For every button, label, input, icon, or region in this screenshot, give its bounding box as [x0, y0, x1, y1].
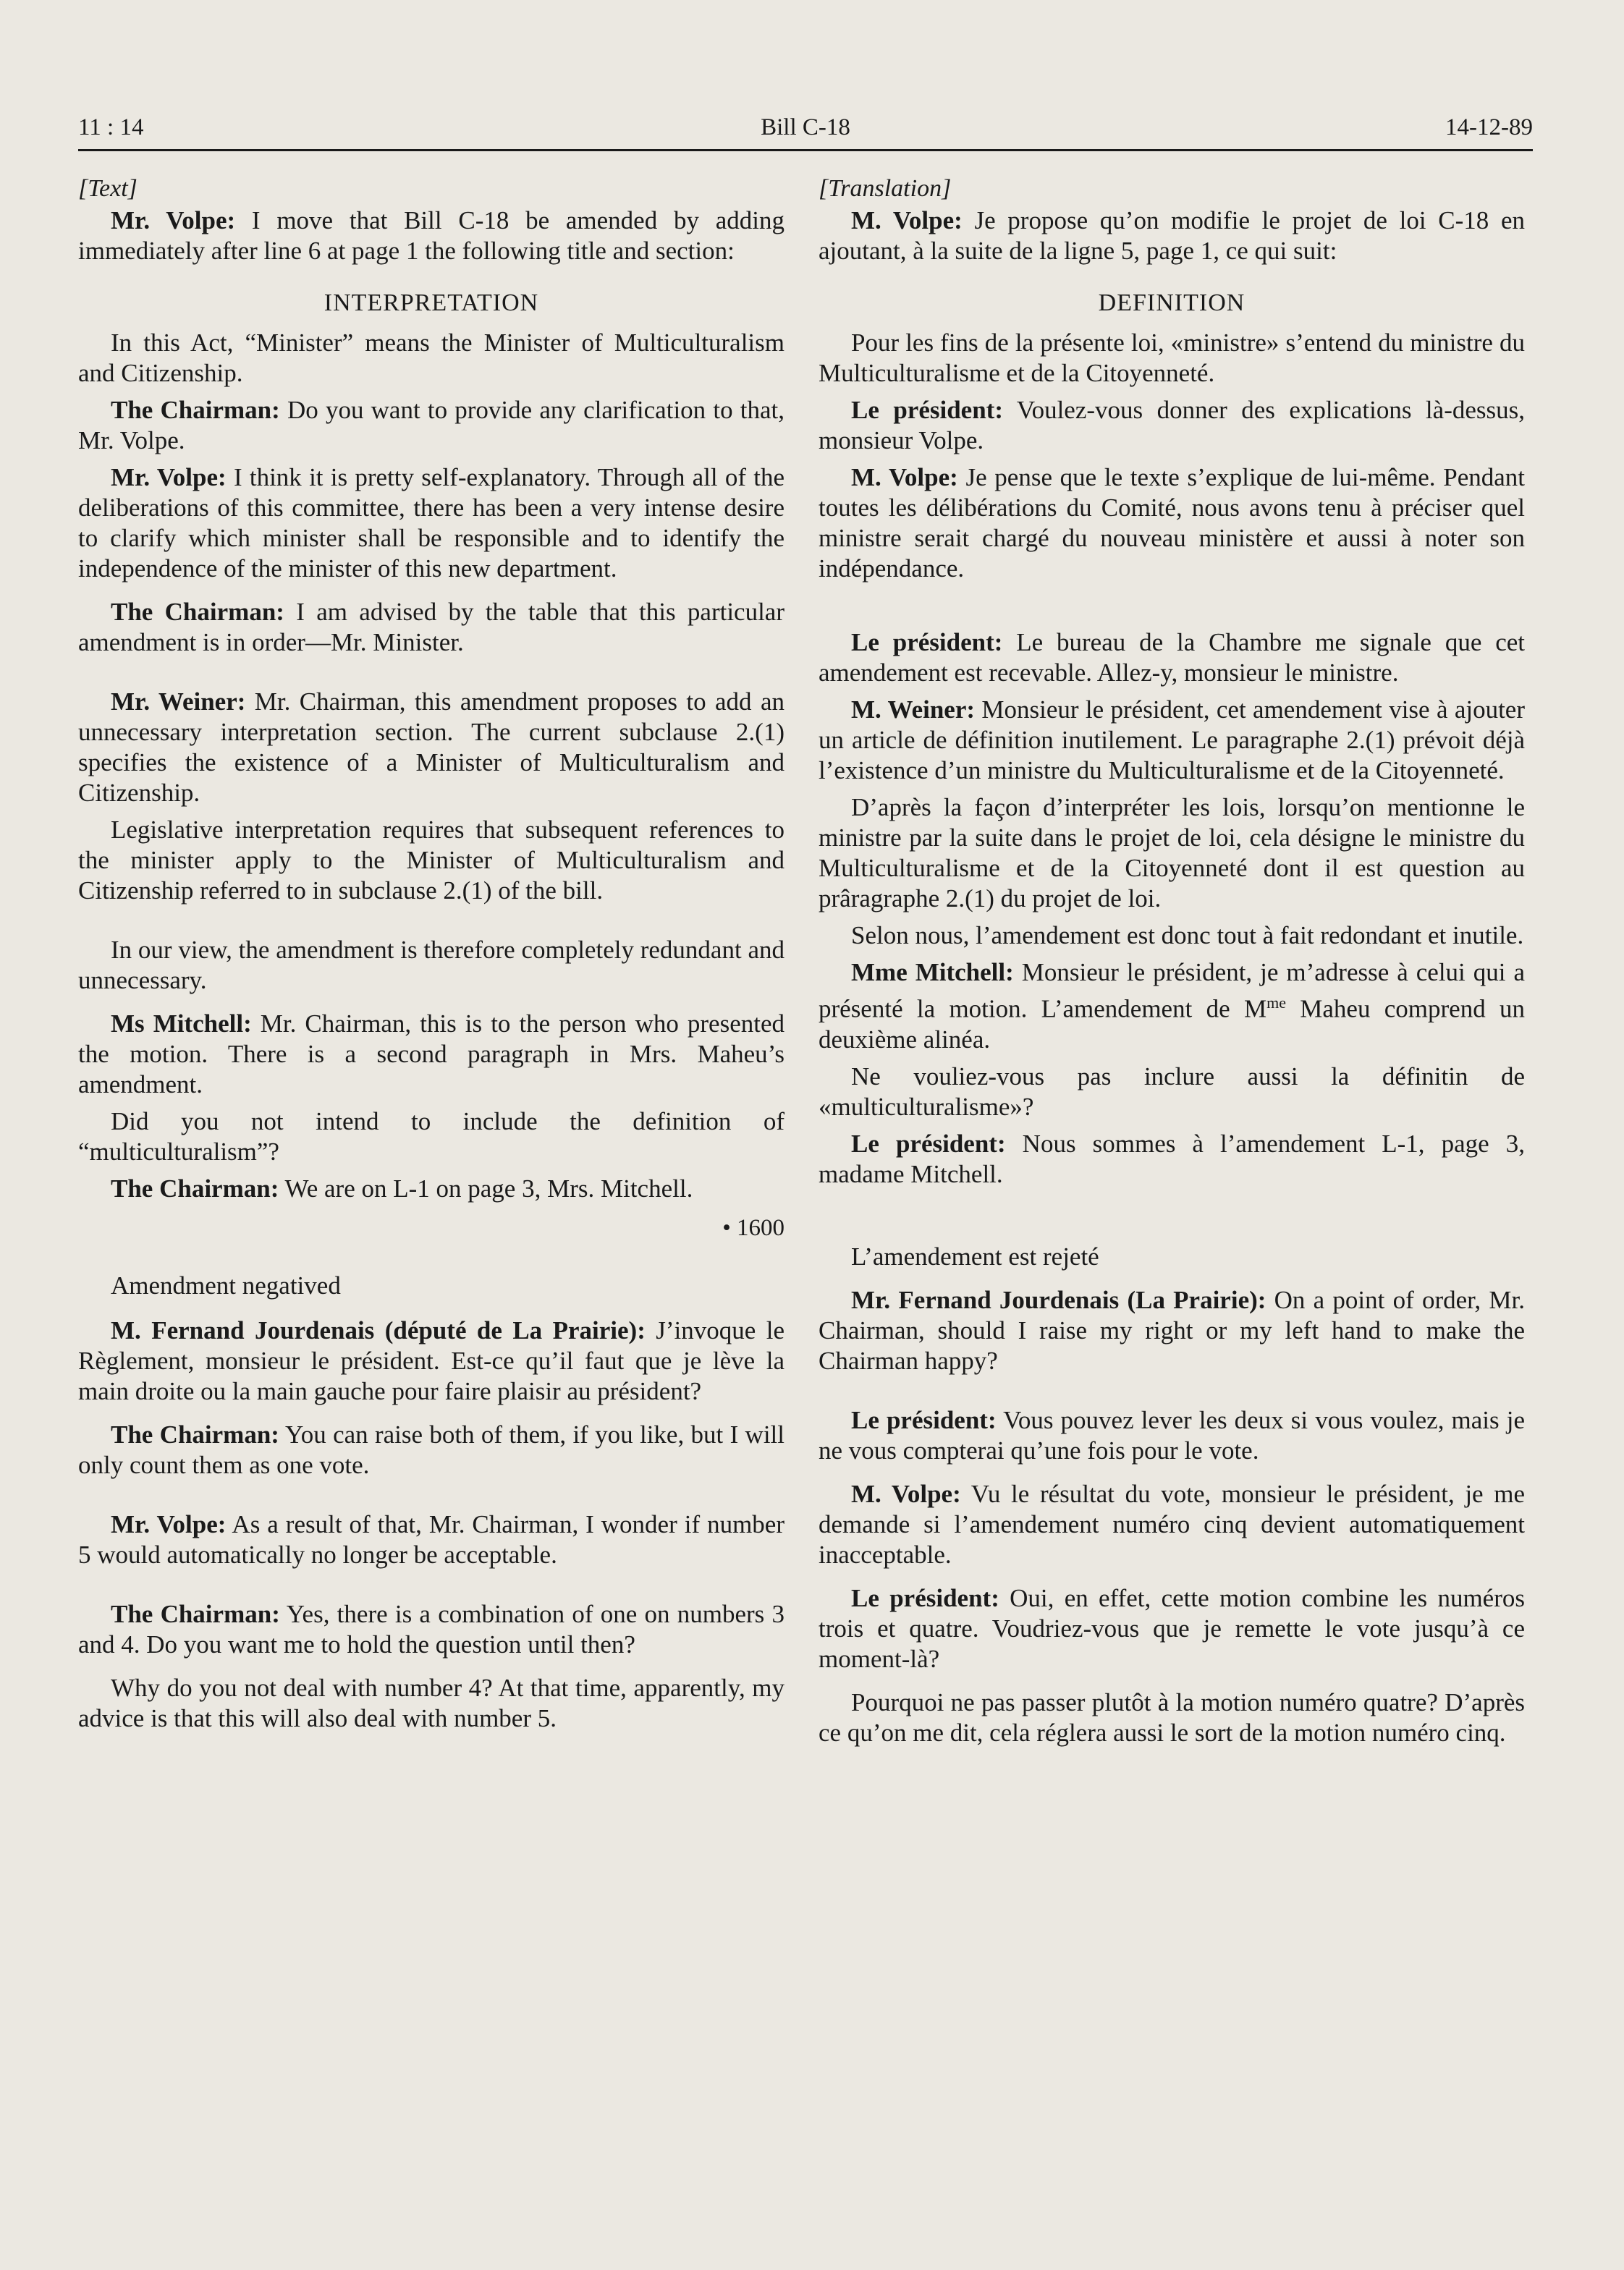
- text-label: [Text]: [78, 175, 138, 202]
- paragraph: [819, 627, 1525, 688]
- english-column: [78, 174, 784, 1734]
- speaker: Mr. Volpe:: [111, 1510, 227, 1538]
- speaker: The Chairman:: [111, 598, 284, 626]
- paragraph: Did you not intend to include the definition of “multiculturalism”?: [78, 1107, 784, 1166]
- paragraph: [819, 462, 1525, 584]
- paragraph: [819, 957, 1525, 1055]
- speech: Je propose qu’on modifie le projet de loi C-18 en ajoutant, à la suite de la ligne 5, page 1, ce qui suit:: [819, 206, 1525, 265]
- speech: Vu le résultat du vote, monsieur le président, je me demande si l’amendement numéro cinq devient automatiquement inacceptable.: [819, 1479, 1525, 1569]
- translation-label: [Translation]: [819, 175, 952, 202]
- paragraph: [78, 462, 784, 584]
- paragraph: [819, 1583, 1525, 1674]
- paragraph: [819, 1479, 1525, 1570]
- speaker: Le président:: [851, 1583, 999, 1612]
- speech: Je pense que le texte s’explique de lui-même. Pendant toutes les délibérations du Comité, nous avons tenu à préciser quel ministre serait chargé du nouveau ministère et aussi à noter son indépendance.: [819, 463, 1525, 583]
- paragraph: Ne vouliez-vous pas inclure aussi la définitin de «multiculturalisme»?: [819, 1062, 1525, 1121]
- speech: Le bureau de la Chambre me signale que cet amendement est recevable. Allez-y, monsieur le ministre.: [819, 628, 1525, 687]
- speaker: The Chairman:: [111, 1600, 280, 1628]
- paragraph: In our view, the amendment is therefore completely redundant and unnecessary.: [78, 936, 784, 994]
- paragraph: [819, 395, 1525, 456]
- paragraph: [78, 395, 784, 456]
- paragraph: [78, 687, 784, 808]
- paragraph: [78, 1509, 784, 1570]
- speech: Nous sommes à l’amendement L-1, page 3, madame Mitchell.: [819, 1129, 1525, 1188]
- paragraph: Amendment negatived: [111, 1271, 341, 1300]
- speaker: Le président:: [851, 1405, 997, 1434]
- speaker: The Chairman:: [111, 1174, 279, 1203]
- speech: Voulez-vous donner des explications là-dessus, monsieur Volpe.: [819, 396, 1525, 454]
- paragraph: [78, 1174, 784, 1204]
- speech: Monsieur le président, je m’adresse à celui qui a présenté la motion. L’amendement de M: [819, 958, 1525, 1023]
- speaker: Mr. Volpe:: [111, 463, 227, 491]
- bill-title: Bill C-18: [761, 114, 850, 140]
- speaker: The Chairman:: [111, 1420, 279, 1449]
- speech: Mr. Chairman, this is to the person who presented the motion. There is a second paragraph in Mrs. Maheu’s amendment.: [78, 1009, 784, 1098]
- header-rule: [78, 149, 1533, 151]
- paragraph: [78, 1599, 784, 1660]
- speaker: Le président:: [851, 628, 1003, 656]
- speaker: M. Volpe:: [851, 463, 958, 491]
- paragraph: [819, 695, 1525, 786]
- paragraph: Why do you not deal with number 4? At that time, apparently, my advice is that this will also deal with number 5.: [78, 1674, 784, 1732]
- section-heading: DEFINITION: [1098, 289, 1246, 316]
- header-date: 14-12-89: [1445, 114, 1533, 140]
- speaker: M. Weiner:: [851, 695, 976, 724]
- speech: I am advised by the table that this particular amendment is in order—Mr. Minister.: [78, 598, 784, 656]
- speech: Mr. Chairman, this amendment proposes to add an unnecessary interpretation section. The current subclause 2.(1) specifies the existence of a Minister of Multiculturalism and Citizenship.: [78, 687, 784, 807]
- running-header: [78, 114, 1533, 149]
- speaker: Ms Mitchell:: [111, 1009, 252, 1038]
- speech: As a result of that, Mr. Chairman, I wonder if number 5 would automatically no longer be acceptable.: [78, 1510, 784, 1569]
- paragraph: Pourquoi ne pas passer plutôt à la motion numéro quatre? D’après ce qu’on me dit, cela réglera aussi le sort de la motion numéro cinq.: [819, 1687, 1525, 1747]
- speech: Oui, en effet, cette motion combine les numéros trois et quatre. Voudriez-vous que je remette le vote jusqu’à ce moment-là?: [819, 1583, 1525, 1673]
- paragraph: [78, 1009, 784, 1100]
- speech: Yes, there is a combination of one on numbers 3 and 4. Do you want me to hold the question until then?: [78, 1600, 785, 1659]
- paragraph: D’après la façon d’interpréter les lois, lorsqu’on mentionne le ministre par la suite dans le projet de loi, cela désigne le ministre du Multiculturalisme et de la Citoyenneté dont il est question au prâragraphe 2.(1) du projet de loi.: [819, 793, 1525, 912]
- speaker: Mme Mitchell:: [851, 958, 1014, 986]
- page-number: 11 : 14: [78, 114, 144, 140]
- speech: On a point of order, Mr. Chairman, should I raise my right or my left hand to make the Chairman happy?: [819, 1285, 1525, 1375]
- paragraph: [78, 1316, 784, 1407]
- paragraph: [819, 1129, 1525, 1190]
- paragraph: [78, 206, 784, 266]
- timestamp: • 1600: [722, 1215, 784, 1241]
- speech: Maheu comprend un deuxième alinéa.: [819, 994, 1526, 1054]
- paragraph: Legislative interpretation requires that subsequent references to the minister apply to the Minister of Multiculturalism and Citizenship referred to in subclause 2.(1) of the bill.: [78, 816, 784, 905]
- paragraph: [819, 206, 1525, 266]
- paragraph: [819, 1405, 1525, 1466]
- paragraph: [819, 1285, 1525, 1376]
- speaker: The Chairman:: [111, 396, 280, 424]
- paragraph: Selon nous, l’amendement est donc tout à fait redondant et inutile.: [851, 921, 1524, 949]
- speech: J’invoque le Règlement, monsieur le président. Est-ce qu’il faut que je lève la main droite ou la main gauche pour faire plaisir au président?: [78, 1316, 785, 1405]
- speech: I move that Bill C-18 be amended by adding immediately after line 6 at page 1 the following title and section:: [78, 206, 784, 265]
- french-column: [819, 174, 1525, 1748]
- speech: I think it is pretty self-explanatory. Through all of the deliberations of this committee, there has been a very intense desire to clarify which minister shall be responsible and to identify the independence of the minister of this new department.: [78, 463, 784, 583]
- speech: Vous pouvez lever les deux si vous voulez, mais je ne vous compterai qu’une fois pour le vote.: [819, 1405, 1525, 1465]
- speaker: M. Fernand Jourdenais (député de La Prairie):: [111, 1316, 646, 1344]
- speaker: M. Volpe:: [851, 206, 963, 234]
- speech: Do you want to provide any clarification to that, Mr. Volpe.: [78, 396, 784, 454]
- speech: We are on L-1 on page 3, Mrs. Mitchell.: [279, 1174, 693, 1203]
- superscript: me: [1266, 994, 1286, 1012]
- speaker: M. Volpe:: [851, 1479, 961, 1508]
- speech: You can raise both of them, if you like, but I will only count them as one vote.: [78, 1420, 784, 1479]
- speaker: Mr. Volpe:: [111, 206, 236, 234]
- paragraph: [78, 1420, 784, 1481]
- speech: Monsieur le président, cet amendement vise à ajouter un article de définition inutilement. Le paragraphe 2.(1) prévoit déjà l’existence d’un ministre du Multiculturalisme et de la Citoyenneté.: [819, 695, 1525, 784]
- paragraph: [78, 597, 784, 658]
- paragraph: L’amendement est rejeté: [851, 1242, 1099, 1271]
- paragraph: In this Act, “Minister” means the Minister of Multiculturalism and Citizenship.: [78, 329, 784, 387]
- speaker: Mr. Fernand Jourdenais (La Prairie):: [851, 1285, 1266, 1314]
- speaker: Mr. Weiner:: [111, 687, 246, 716]
- paragraph: Pour les fins de la présente loi, «ministre» s’entend du ministre du Multiculturalisme et de la Citoyenneté.: [819, 329, 1525, 387]
- speaker: Le président:: [851, 1129, 1006, 1158]
- speaker: Le président:: [851, 396, 1003, 424]
- section-heading: INTERPRETATION: [323, 289, 539, 316]
